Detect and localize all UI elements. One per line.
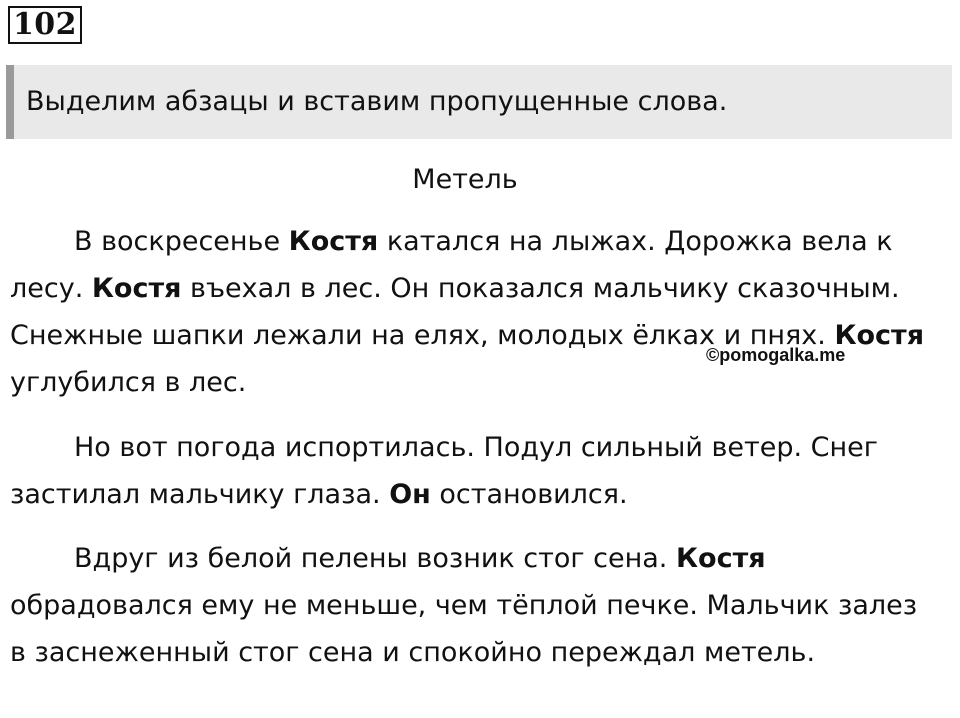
text-segment: обрадовался ему не меньше, чем тёплой печке. Мальчик залез в заснеженный стог сена и спокойно переждал метель.	[10, 590, 918, 668]
bold-word: Он	[389, 479, 431, 510]
bold-word: Костя	[834, 320, 925, 351]
text-segment: углубился в лес.	[10, 367, 247, 398]
instruction-banner	[6, 65, 952, 139]
bold-word: Костя	[288, 226, 379, 257]
text-segment: Вдруг из белой пелены возник стог сена.	[74, 543, 676, 574]
task-number-badge: 102	[8, 6, 82, 44]
paragraph-3	[10, 535, 940, 676]
paragraph-2	[10, 424, 940, 518]
text-segment: катался на лыжах. Дорожка вела к лесу.	[10, 226, 893, 304]
paragraph-1	[10, 218, 940, 406]
text-segment: Но вот погода испортилась. Подул сильный ветер. Снег застилал мальчику глаза.	[10, 432, 878, 510]
bold-word: Костя	[675, 543, 766, 574]
text-segment: В воскресенье	[74, 226, 289, 257]
text-segment: въехал в лес. Он показался мальчику сказочным. Снежные шапки лежали на елях, молодых ёлках и пнях.	[10, 273, 900, 351]
text-segment: остановился.	[430, 479, 628, 510]
story-title: Метель	[412, 164, 518, 195]
bold-word: Костя	[91, 273, 182, 304]
instruction-text: Выделим абзацы и вставим пропущенные слова.	[26, 86, 728, 117]
watermark: ©pomogalka.me	[706, 345, 846, 365]
